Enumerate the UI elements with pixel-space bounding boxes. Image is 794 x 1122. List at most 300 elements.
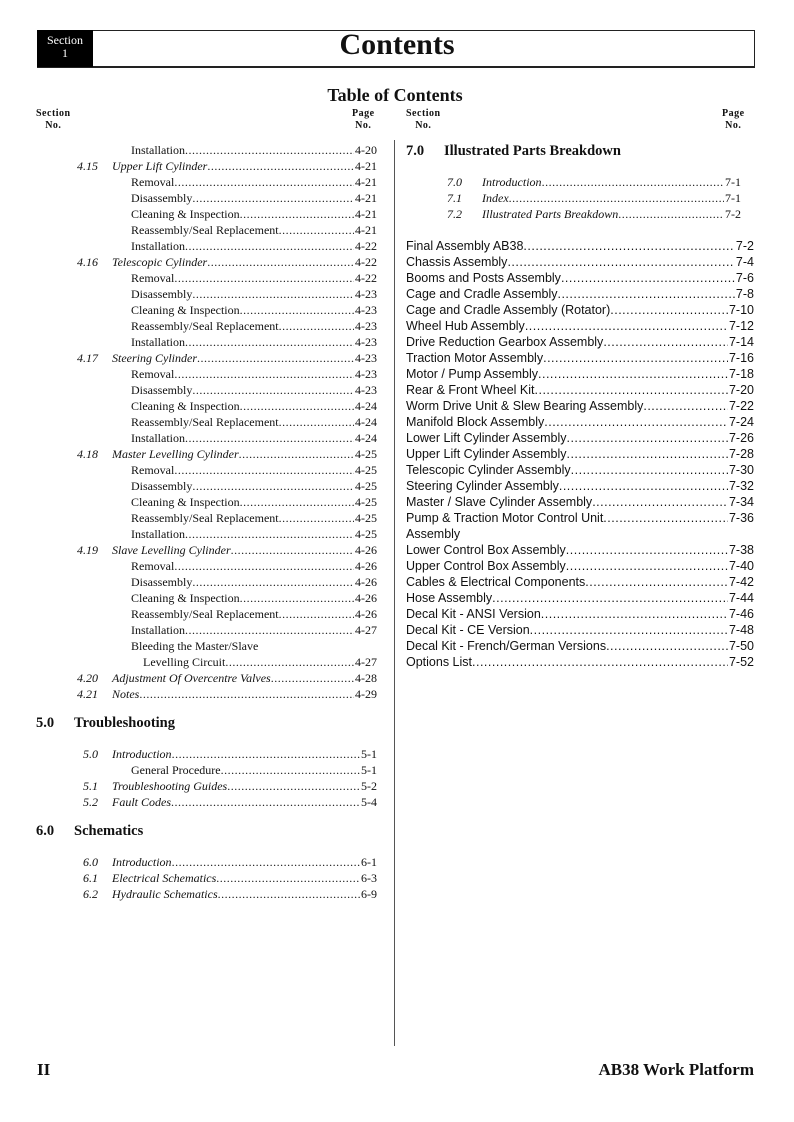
toc-entry-title-wrap [406, 478, 754, 494]
toc-entry-title-wrap [406, 398, 754, 414]
toc-entry-title: Hydraulic Schematics [112, 887, 218, 901]
toc-entry[interactable] [406, 206, 741, 222]
toc-entry[interactable] [36, 158, 377, 174]
header-text: No. [415, 120, 432, 131]
toc-entry-title-wrap [131, 366, 377, 382]
toc-entry-title: Upper Control Box Assembly [406, 559, 566, 573]
dot-leader [538, 366, 728, 382]
toc-entry[interactable] [406, 638, 754, 654]
toc-entry-title-wrap [131, 638, 377, 654]
toc-entry[interactable] [406, 462, 754, 478]
toc-entry-title-wrap [406, 350, 754, 366]
toc-entry[interactable] [406, 542, 754, 558]
toc-entry-page: 7-14 [728, 335, 754, 349]
toc-entry-title-wrap [112, 542, 377, 558]
toc-entry[interactable] [36, 686, 377, 702]
toc-entry-title-wrap [131, 590, 377, 606]
toc-entry-page: 7-10 [728, 303, 754, 317]
toc-entry-title-wrap [406, 462, 754, 478]
toc-entry[interactable] [36, 382, 377, 398]
toc-entry-title-wrap [131, 318, 377, 334]
toc-entry-number: 4.16 [77, 255, 98, 269]
toc-entry-title: Lower Control Box Assembly [406, 543, 566, 557]
toc-entry[interactable] [406, 350, 754, 366]
toc-entry-title-wrap [131, 382, 377, 398]
toc-entry[interactable] [406, 526, 754, 542]
toc-entry[interactable] [36, 446, 377, 462]
footer-page-number: II [37, 1060, 51, 1079]
toc-entry[interactable] [406, 494, 754, 510]
toc-entry-page: 4-23 [355, 319, 377, 333]
toc-entry[interactable] [406, 606, 754, 622]
toc-entry-number: 6.2 [83, 887, 98, 901]
toc-entry[interactable] [36, 222, 377, 238]
dot-leader [218, 886, 360, 902]
toc-entry-number: 6.0 [83, 855, 98, 869]
toc-entry[interactable] [406, 318, 754, 334]
toc-entry[interactable] [36, 886, 377, 902]
toc-entry[interactable] [406, 174, 741, 190]
dot-leader [185, 238, 354, 254]
toc-entry[interactable] [36, 590, 377, 606]
toc-entry-number: 4.19 [77, 543, 98, 557]
toc-entry-page: 4-22 [355, 239, 377, 253]
header-text: No. [45, 120, 62, 131]
dot-leader [523, 238, 735, 254]
toc-entry-number: 6.1 [83, 871, 98, 885]
dot-leader [561, 270, 735, 286]
toc-entry[interactable] [406, 654, 754, 670]
toc-entry-number: 4.18 [77, 447, 98, 461]
toc-entry-title: Disassembly [131, 191, 193, 205]
toc-entry[interactable] [406, 270, 754, 286]
toc-entry-page: 4-23 [355, 351, 377, 365]
toc-entry-number: 7.1 [447, 191, 462, 205]
dot-leader [174, 462, 354, 478]
toc-entry-title: Telescopic Cylinder [112, 255, 208, 269]
toc-entry[interactable] [36, 334, 377, 350]
toc-entry-page: 7-2 [735, 239, 754, 253]
toc-entry[interactable] [36, 778, 377, 794]
toc-entry[interactable] [406, 510, 754, 526]
parts-list [406, 238, 754, 670]
toc-entry-page: 7-20 [728, 383, 754, 397]
toc-entry-page: 7-1 [725, 191, 741, 205]
toc-entry-title: Lower Lift Cylinder Assembly [406, 431, 567, 445]
toc-entry-title: Cleaning & Inspection [131, 207, 240, 221]
dot-leader [271, 670, 354, 686]
toc-entry[interactable] [36, 142, 377, 158]
toc-entry-title: Installation [131, 239, 185, 253]
toc-entry-title: Disassembly [131, 479, 193, 493]
toc-entry-title: Introduction [112, 855, 172, 869]
section-heading-number: 5.0 [36, 715, 55, 731]
toc-entry-title-wrap [112, 686, 377, 702]
toc-entry-title-wrap [131, 222, 377, 238]
toc-entry-title: Fault Codes [112, 795, 171, 809]
toc-entry-page: 4-26 [355, 543, 377, 557]
toc-entry-title-wrap [131, 510, 377, 526]
dot-leader [571, 462, 728, 478]
toc-entry-page: 7-26 [728, 431, 754, 445]
toc-entry-title-wrap [131, 174, 377, 190]
toc-entry-page: 7-52 [728, 655, 754, 669]
dot-leader [139, 686, 354, 702]
toc-entry-title: Cleaning & Inspection [131, 303, 240, 317]
toc-entry-title: Steering Cylinder [112, 351, 197, 365]
toc-entry-number: 7.0 [447, 175, 462, 189]
toc-entry-page: 4-29 [355, 687, 377, 701]
toc-entry-title: Slave Levelling Cylinder [112, 543, 231, 557]
toc-entry-title-wrap [131, 478, 377, 494]
toc-entry-title-wrap [112, 670, 377, 686]
toc-entry[interactable] [406, 622, 754, 638]
toc-entry[interactable] [36, 510, 377, 526]
dot-leader [279, 606, 354, 622]
toc-entry-title: Bleeding the Master/Slave [131, 639, 259, 653]
dot-leader [231, 542, 354, 558]
toc-entry-title-wrap [406, 382, 754, 398]
toc-entry-page: 7-12 [728, 319, 754, 333]
dot-leader [530, 622, 728, 638]
toc-entry-title: Traction Motor Assembly [406, 351, 544, 365]
dot-leader [207, 158, 354, 174]
header-text: Section [406, 108, 441, 119]
toc-entry-title-wrap [112, 350, 377, 366]
toc-entry-number: 4.20 [77, 671, 98, 685]
toc-entry-page: 7-44 [728, 591, 754, 605]
toc-entry-number: 5.1 [83, 779, 98, 793]
toc-left-column [36, 142, 377, 902]
toc-entry-title: Disassembly [131, 575, 193, 589]
dot-leader [185, 142, 354, 158]
toc-entry-page: 4-26 [355, 607, 377, 621]
toc-entry-title-wrap [112, 158, 377, 174]
toc-entry-page: 4-24 [355, 399, 377, 413]
toc-entry[interactable] [36, 414, 377, 430]
dot-leader [172, 854, 360, 870]
toc-entry-title-wrap [131, 762, 377, 778]
toc-entry-title: Reassembly/Seal Replacement [131, 607, 279, 621]
toc-entry[interactable] [36, 398, 377, 414]
toc-entry-page: 7-22 [728, 399, 754, 413]
toc-entry-title: Introduction [482, 175, 542, 189]
toc-entry-title-wrap [482, 206, 741, 222]
dot-leader [472, 654, 728, 670]
toc-entry-page: 7-40 [728, 559, 754, 573]
dot-leader [606, 638, 728, 654]
toc-entry[interactable] [36, 270, 377, 286]
toc-entry-title-wrap [406, 638, 754, 654]
header-text: Page [722, 108, 745, 119]
toc-entry-page: 4-21 [355, 223, 377, 237]
dot-leader [174, 366, 354, 382]
dot-leader [535, 382, 728, 398]
toc-entry-title-wrap [406, 622, 754, 638]
toc-entry-page: 6-3 [361, 871, 377, 885]
toc-entry-page: 4-27 [355, 655, 377, 669]
toc-entry-title: Rear & Front Wheel Kit [406, 383, 535, 397]
toc-entry[interactable] [36, 526, 377, 542]
dot-leader [227, 778, 360, 794]
toc-entry[interactable] [406, 302, 754, 318]
dot-leader [603, 510, 728, 526]
toc-entry-page: 6-9 [361, 887, 377, 901]
toc-entry[interactable] [406, 334, 754, 350]
toc-entry-title: Illustrated Parts Breakdown [482, 207, 619, 221]
toc-entry[interactable] [406, 254, 754, 270]
section-heading-title: Illustrated Parts Breakdown [444, 143, 621, 159]
toc-entry-title-wrap [131, 142, 377, 158]
toc-entry-title-wrap [143, 654, 377, 670]
toc-entry[interactable] [36, 302, 377, 318]
toc-entry-title: Cage and Cradle Assembly (Rotator) [406, 303, 611, 317]
toc-entry-page: 5-2 [361, 779, 377, 793]
toc-entry[interactable] [36, 854, 377, 870]
toc-entry[interactable] [406, 414, 754, 430]
toc-entry-page: 4-25 [355, 527, 377, 541]
toc-entry[interactable] [36, 794, 377, 810]
toc-entry[interactable] [36, 350, 377, 366]
toc-entry[interactable] [36, 622, 377, 638]
dot-leader [559, 478, 728, 494]
dot-leader [171, 794, 360, 810]
toc-entry-page: 4-23 [355, 303, 377, 317]
toc-entry-page: 4-25 [355, 495, 377, 509]
toc-entry[interactable] [406, 478, 754, 494]
toc-entry-page: 7-34 [728, 495, 754, 509]
dot-leader [185, 622, 354, 638]
section-heading-title: Troubleshooting [74, 715, 175, 731]
toc-entry[interactable] [406, 574, 754, 590]
dot-leader [221, 762, 360, 778]
toc-entry-title: Installation [131, 431, 185, 445]
toc-entry[interactable] [36, 762, 377, 778]
toc-entry[interactable] [406, 590, 754, 606]
toc-entry-title: Reassembly/Seal Replacement [131, 319, 279, 333]
dot-leader [240, 590, 354, 606]
toc-entry[interactable] [36, 478, 377, 494]
toc-entry[interactable] [36, 654, 377, 670]
toc-entry-page: 4-21 [355, 159, 377, 173]
toc-entry-page: 7-18 [728, 367, 754, 381]
page-title: Contents [339, 28, 455, 61]
toc-entry-title-wrap [406, 238, 754, 254]
toc-entry-title: Motor / Pump Assembly [406, 367, 538, 381]
toc-entry-title-wrap [131, 462, 377, 478]
footer-product: AB38 Work Platform [598, 1060, 754, 1079]
toc-entry[interactable] [36, 606, 377, 622]
section-badge-label: Section [47, 33, 83, 47]
dot-leader [240, 206, 354, 222]
toc-entry[interactable] [36, 254, 377, 270]
toc-entry-page: 5-1 [361, 763, 377, 777]
toc-entry-title: Reassembly/Seal Replacement [131, 415, 279, 429]
toc-entry-page: 7-50 [728, 639, 754, 653]
toc-entry-page: 7-28 [728, 447, 754, 461]
toc-entry-page: 7-30 [728, 463, 754, 477]
toc-entry-title: Cleaning & Inspection [131, 495, 240, 509]
section-heading [36, 715, 377, 731]
toc-entry[interactable] [36, 174, 377, 190]
toc-entry-page: 4-21 [355, 191, 377, 205]
toc-entry-page: 7-4 [735, 255, 754, 269]
toc-entry[interactable] [406, 382, 754, 398]
toc-entry[interactable] [36, 542, 377, 558]
toc-entry-title: Notes [112, 687, 140, 701]
toc-entry-title: Options List [406, 655, 473, 669]
toc-entry-page: 4-26 [355, 559, 377, 573]
dot-leader [279, 318, 354, 334]
toc-entry[interactable] [36, 638, 377, 654]
dot-leader [543, 350, 728, 366]
toc-entry[interactable] [36, 366, 377, 382]
toc-entry-title-wrap [131, 398, 377, 414]
toc-entry-title: Master Levelling Cylinder [112, 447, 239, 461]
toc-entry[interactable] [36, 494, 377, 510]
toc-entry-title: Hose Assembly [406, 591, 493, 605]
toc-entry-title: Removal [131, 559, 175, 573]
toc-entry-title-wrap [406, 590, 754, 606]
toc-entry-title: Introduction [112, 747, 172, 761]
toc-entry-page: 4-21 [355, 207, 377, 221]
toc-entry-page: 4-21 [355, 175, 377, 189]
toc-entry-title-wrap [406, 510, 754, 526]
toc-entry-page: 4-25 [355, 447, 377, 461]
toc-entry-page: 4-27 [355, 623, 377, 637]
dot-leader [603, 334, 728, 350]
toc-entry-title: Drive Reduction Gearbox Assembly [406, 335, 604, 349]
toc-entry-number: 5.2 [83, 795, 98, 809]
dot-leader [192, 286, 354, 302]
header-text: Section [36, 108, 71, 119]
toc-entry[interactable] [36, 238, 377, 254]
toc-entry-title: Final Assembly AB38 [406, 239, 524, 253]
toc-entry[interactable] [36, 670, 377, 686]
toc-entry-page: 7-46 [728, 607, 754, 621]
header-text: No. [725, 120, 742, 131]
toc-entry-title: Levelling Circuit [143, 655, 226, 669]
toc-entry-page: 7-32 [728, 479, 754, 493]
dot-leader [557, 286, 734, 302]
toc-entry-title: Assembly [406, 527, 461, 541]
toc-entry-title: Cleaning & Inspection [131, 591, 240, 605]
toc-right-column [406, 130, 741, 222]
toc-entry-title: Chassis Assembly [406, 255, 508, 269]
toc-entry[interactable] [406, 238, 754, 254]
toc-entry-title-wrap [131, 206, 377, 222]
dot-leader [585, 574, 728, 590]
dot-leader [172, 746, 360, 762]
toc-entry-page: 7-24 [728, 415, 754, 429]
toc-entry-title: Removal [131, 175, 175, 189]
toc-entry-title-wrap [131, 286, 377, 302]
toc-entry-title-wrap [131, 622, 377, 638]
toc-entry-title-wrap [131, 526, 377, 542]
toc-entry-page: 7-16 [728, 351, 754, 365]
toc-entry[interactable] [36, 746, 377, 762]
toc-entry-title-wrap [131, 558, 377, 574]
toc-entry-number: 4.15 [77, 159, 98, 173]
toc-entry-title-wrap [406, 446, 754, 462]
toc-entry-title: Installation [131, 527, 185, 541]
section-heading-number: 6.0 [36, 823, 55, 839]
toc-entry[interactable] [406, 430, 754, 446]
toc-entry-number: 4.17 [77, 351, 98, 365]
toc-entry[interactable] [36, 870, 377, 886]
dot-leader [492, 590, 728, 606]
toc-entry-page: 4-25 [355, 511, 377, 525]
toc-entry-title: Decal Kit - French/German Versions [406, 639, 607, 653]
toc-entry[interactable] [406, 558, 754, 574]
dot-leader [185, 430, 354, 446]
dot-leader [544, 414, 728, 430]
toc-entry[interactable] [36, 206, 377, 222]
toc-entry[interactable] [36, 190, 377, 206]
toc-entry-title-wrap [112, 778, 377, 794]
toc-entry-title-wrap [482, 174, 741, 190]
toc-entry-page: 4-26 [355, 575, 377, 589]
toc-entry[interactable] [36, 430, 377, 446]
toc-entry-title: Decal Kit - ANSI Version [406, 607, 541, 621]
toc-entry-title: Telescopic Cylinder Assembly [406, 463, 571, 477]
dot-leader [566, 430, 727, 446]
toc-entry-title: General Procedure [131, 763, 221, 777]
toc-entry-title: Steering Cylinder Assembly [406, 479, 559, 493]
toc-entry-title-wrap [406, 606, 754, 622]
dot-leader [192, 190, 354, 206]
toc-entry-page: 4-23 [355, 335, 377, 349]
left-section-no-header [36, 108, 71, 132]
dot-leader [185, 334, 354, 350]
toc-entry-title: Removal [131, 271, 175, 285]
toc-entry[interactable] [406, 286, 754, 302]
toc-entry[interactable] [36, 286, 377, 302]
toc-entry[interactable] [36, 558, 377, 574]
toc-entry[interactable] [406, 190, 741, 206]
toc-entry-page: 7-8 [735, 287, 754, 301]
dot-leader [192, 574, 354, 590]
dot-leader [566, 558, 728, 574]
toc-entry[interactable] [406, 446, 754, 462]
toc-entry-page: 4-24 [355, 415, 377, 429]
dot-leader [174, 270, 354, 286]
toc-entry-title: Cleaning & Inspection [131, 399, 240, 413]
dot-leader [279, 222, 354, 238]
toc-entry-title: Electrical Schematics [112, 871, 217, 885]
toc-entry[interactable] [406, 366, 754, 382]
toc-entry-title: Cables & Electrical Components [406, 575, 586, 589]
section-heading [406, 143, 741, 159]
toc-entry-page: 4-26 [355, 591, 377, 605]
toc-entry-title: Upper Lift Cylinder [112, 159, 208, 173]
toc-entry[interactable] [36, 574, 377, 590]
toc-entry[interactable] [406, 398, 754, 414]
toc-entry-page: 7-48 [728, 623, 754, 637]
dot-leader [197, 350, 354, 366]
toc-entry-title: Disassembly [131, 383, 193, 397]
toc-entry-title: Index [482, 191, 509, 205]
toc-entry-title: Reassembly/Seal Replacement [131, 223, 279, 237]
toc-entry-title-wrap [406, 558, 754, 574]
toc-entry-page: 4-23 [355, 367, 377, 381]
dot-leader [240, 302, 354, 318]
toc-entry-title-wrap [131, 606, 377, 622]
toc-entry-page: 4-20 [355, 143, 377, 157]
toc-entry[interactable] [36, 462, 377, 478]
toc-entry[interactable] [36, 318, 377, 334]
header-text: Page [352, 108, 375, 119]
